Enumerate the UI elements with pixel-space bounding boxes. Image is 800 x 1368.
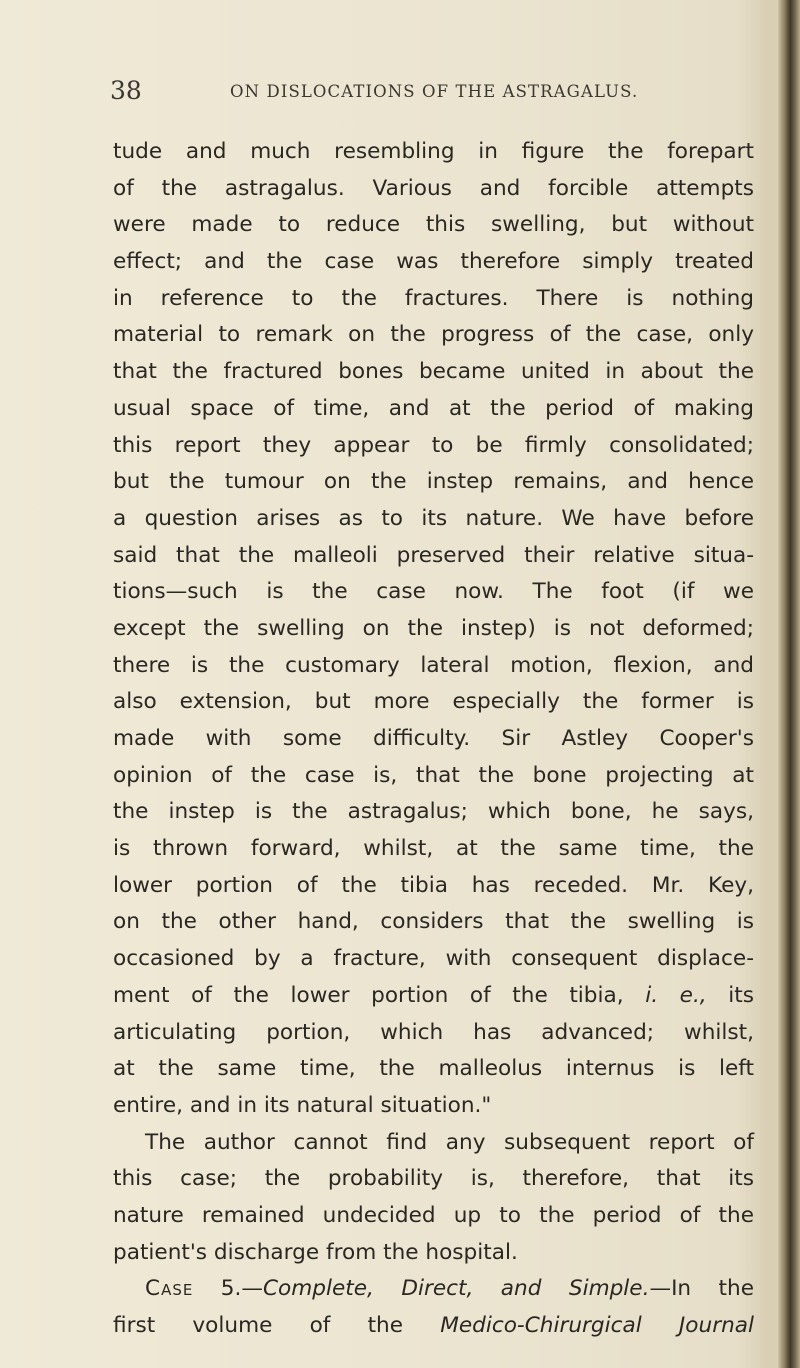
text-line: occasioned by a fracture, with consequent displace- [113, 946, 754, 972]
page-number: 38 [110, 76, 142, 105]
text-line: in reference to the fractures. There is nothing [113, 285, 754, 311]
text-line: is thrown forward, whilst, at the same time, the [113, 836, 754, 862]
text-line: that the fractured bones became united in about the [113, 359, 754, 385]
text-line: at the same time, the malleolus internus is left [113, 1056, 754, 1082]
text-line: were made to reduce this swelling, but without [113, 212, 754, 238]
text-line: opinion of the case is, that the bone projecting at [113, 762, 754, 788]
text-line: tude and much resembling in figure the forepart [113, 139, 754, 164]
text-line: The author cannot find any subsequent report of [145, 1129, 754, 1155]
text-line: usual space of time, and at the period of making [113, 395, 754, 421]
text-line: material to remark on the progress of the case, only [113, 322, 754, 348]
page-binding-edge [778, 0, 800, 1368]
text-line: on the other hand, considers that the swelling is [113, 909, 754, 935]
text-line: also extension, but more especially the former is [113, 689, 754, 715]
text-line: this case; the probability is, therefore, that its [113, 1166, 754, 1192]
text-line: ment of the lower portion of the tibia, i. e., its [113, 982, 754, 1008]
text-line: first volume of the Medico-Chirurgical Journal [113, 1313, 754, 1338]
text-line: nature remained undecided up to the period of the [113, 1202, 754, 1228]
body-text [113, 134, 754, 1345]
running-head: ON DISLOCATIONS OF THE ASTRAGALUS. [230, 82, 639, 101]
text-line: lower portion of the tibia has receded. Mr. Key, [113, 872, 754, 898]
text-line: of the astragalus. Various and forcible attempts [113, 175, 754, 201]
text-line: but the tumour on the instep remains, and hence [113, 469, 754, 495]
text-line: patient's discharge from the hospital. [113, 1239, 518, 1265]
text-line: made with some difficulty. Sir Astley Cooper's [113, 726, 754, 751]
text-line: except the swelling on the instep) is not deformed; [113, 615, 754, 641]
text-line: a question arises as to its nature. We have before [113, 505, 754, 531]
text-line: there is the customary lateral motion, flexion, and [113, 652, 754, 678]
text-line: the instep is the astragalus; which bone, he says, [113, 799, 754, 825]
text-line: articulating portion, which has advanced; whilst, [113, 1019, 754, 1045]
text-line: said that the malleoli preserved their relative situa- [113, 542, 754, 568]
page-header [110, 76, 750, 110]
text-line: tions—such is the case now. The foot (if we [113, 579, 754, 605]
text-line: this report they appear to be firmly consolidated; [113, 432, 754, 458]
text-line: entire, and in its natural situation." [113, 1092, 492, 1118]
text-line: effect; and the case was therefore simply treated [113, 249, 754, 275]
case-heading-line: Case 5.—Complete, Direct, and Simple.—In the [145, 1276, 754, 1302]
